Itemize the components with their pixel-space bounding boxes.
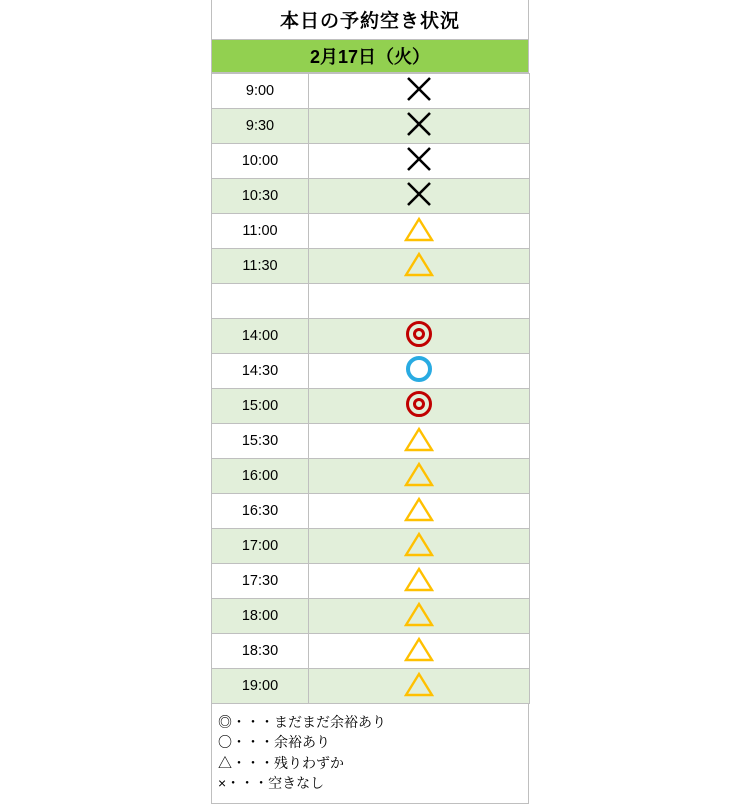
slot-time: 9:00 xyxy=(212,74,309,109)
triangle-icon xyxy=(404,671,434,697)
slot-availability[interactable] xyxy=(309,249,530,284)
cross-icon xyxy=(405,110,433,138)
slot-availability[interactable] xyxy=(309,389,530,424)
triangle-icon xyxy=(404,426,434,452)
slot-time: 16:00 xyxy=(212,459,309,494)
slot-time: 9:30 xyxy=(212,109,309,144)
legend-item: △・・・残りわずか xyxy=(218,754,344,771)
table-row[interactable] xyxy=(212,109,530,144)
slot-time: 11:00 xyxy=(212,214,309,249)
double-circle-icon xyxy=(406,391,432,417)
slot-time: 18:30 xyxy=(212,634,309,669)
slot-availability[interactable] xyxy=(309,529,530,564)
slot-availability[interactable] xyxy=(309,424,530,459)
slot-availability[interactable] xyxy=(309,214,530,249)
double-circle-icon xyxy=(406,321,432,347)
date-header-row xyxy=(211,40,529,73)
triangle-icon xyxy=(404,566,434,592)
table-row[interactable] xyxy=(212,459,530,494)
slot-availability[interactable] xyxy=(309,144,530,179)
slot-time: 14:30 xyxy=(212,354,309,389)
slot-availability[interactable] xyxy=(309,319,530,354)
slot-time: 15:00 xyxy=(212,389,309,424)
triangle-icon xyxy=(404,251,434,277)
table-row[interactable] xyxy=(212,74,530,109)
slot-availability[interactable] xyxy=(309,74,530,109)
slot-availability[interactable] xyxy=(309,179,530,214)
slot-time: 19:00 xyxy=(212,669,309,704)
availability-sheet xyxy=(211,0,529,804)
triangle-icon xyxy=(404,601,434,627)
table-row[interactable] xyxy=(212,494,530,529)
table-row[interactable] xyxy=(212,564,530,599)
slot-time: 11:30 xyxy=(212,249,309,284)
table-row[interactable] xyxy=(212,354,530,389)
slot-availability[interactable] xyxy=(309,564,530,599)
slot-time: 10:00 xyxy=(212,144,309,179)
legend-item: ×・・・空きなし xyxy=(218,774,325,791)
page-title: 本日の予約空き状況 xyxy=(279,11,460,32)
availability-table xyxy=(211,73,530,704)
slot-time: 16:30 xyxy=(212,494,309,529)
legend-item: 〇・・・余裕あり xyxy=(218,734,330,751)
slot-time xyxy=(212,284,309,319)
table-row[interactable] xyxy=(212,599,530,634)
triangle-icon xyxy=(404,496,434,522)
table-row[interactable] xyxy=(212,634,530,669)
cross-icon xyxy=(405,145,433,173)
slot-availability xyxy=(309,284,530,319)
table-row[interactable] xyxy=(212,389,530,424)
slot-availability[interactable] xyxy=(309,669,530,704)
slot-availability[interactable] xyxy=(309,109,530,144)
triangle-icon xyxy=(404,636,434,662)
cross-icon xyxy=(405,180,433,208)
table-row[interactable] xyxy=(212,179,530,214)
table-row[interactable] xyxy=(212,249,530,284)
table-row[interactable] xyxy=(212,424,530,459)
slot-time: 15:30 xyxy=(212,424,309,459)
table-row[interactable] xyxy=(212,214,530,249)
slot-time: 17:30 xyxy=(212,564,309,599)
slot-availability[interactable] xyxy=(309,634,530,669)
slot-time: 14:00 xyxy=(212,319,309,354)
slot-availability[interactable] xyxy=(309,459,530,494)
date-label: 2月17日（火） xyxy=(309,47,431,67)
table-row-spacer xyxy=(212,284,530,319)
slot-time: 10:30 xyxy=(212,179,309,214)
slot-availability[interactable] xyxy=(309,354,530,389)
table-row[interactable] xyxy=(212,144,530,179)
cross-icon xyxy=(405,75,433,103)
legend-item: ◎・・・まだまだ余裕あり xyxy=(218,714,386,730)
legend xyxy=(211,704,529,804)
slot-time: 17:00 xyxy=(212,529,309,564)
triangle-icon xyxy=(404,216,434,242)
slot-time: 18:00 xyxy=(212,599,309,634)
slot-availability[interactable] xyxy=(309,599,530,634)
table-row[interactable] xyxy=(212,529,530,564)
circle-icon xyxy=(406,356,432,382)
table-row[interactable] xyxy=(212,319,530,354)
slot-availability[interactable] xyxy=(309,494,530,529)
sheet-title-row xyxy=(211,0,529,40)
triangle-icon xyxy=(404,461,434,487)
table-row[interactable] xyxy=(212,669,530,704)
triangle-icon xyxy=(404,531,434,557)
